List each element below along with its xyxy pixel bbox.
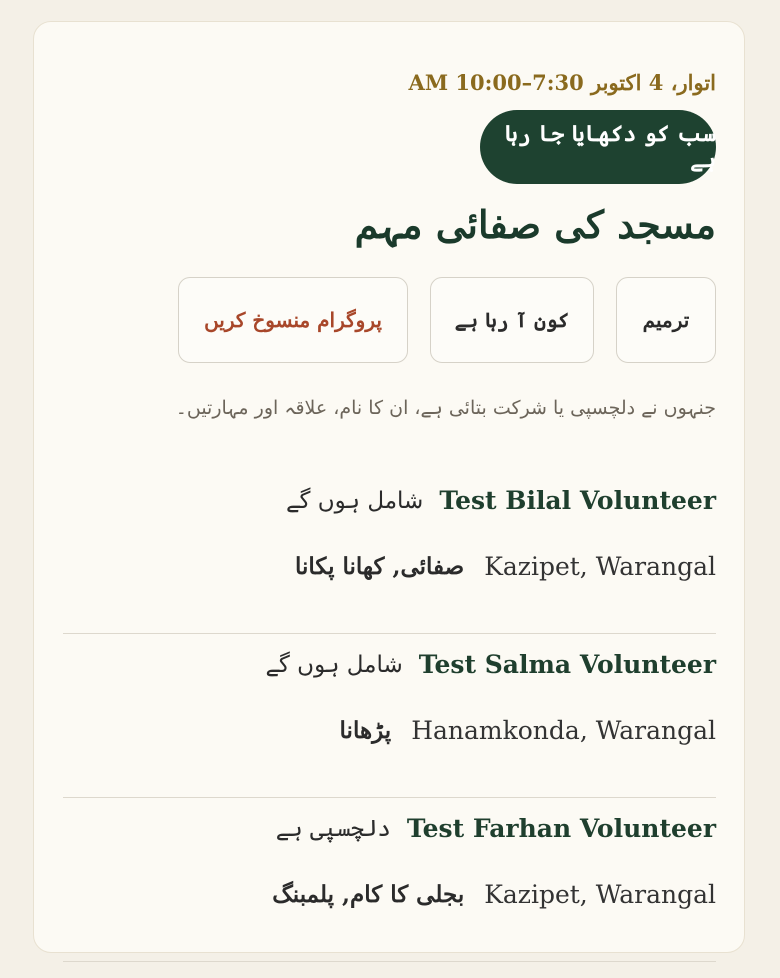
volunteer-status: شامل ہوں گے: [286, 487, 424, 514]
volunteer-name: Test Farhan Volunteer: [406, 814, 716, 843]
event-title: مسجد کی صفائی مہم: [354, 202, 716, 247]
volunteer-location: Kazipet, Warangal: [484, 552, 716, 581]
volunteer-row: [63, 634, 716, 798]
volunteer-location: Hanamkonda, Warangal: [411, 716, 716, 745]
volunteer-status: دلچسپی ہے: [275, 815, 391, 842]
volunteer-row: [63, 798, 716, 962]
edit-button[interactable]: ترمیم: [616, 277, 716, 363]
volunteer-status: شامل ہوں گے: [265, 651, 403, 678]
volunteer-list: [63, 470, 716, 962]
visibility-badge: سب کو دکھایا جا رہا ہے: [480, 110, 716, 184]
volunteer-name: Test Salma Volunteer: [418, 650, 716, 679]
cancel-program-button[interactable]: پروگرام منسوخ کریں: [178, 277, 408, 363]
event-card: [33, 21, 745, 953]
volunteer-row: [63, 470, 716, 634]
volunteer-skills: پڑھانا: [339, 717, 392, 744]
volunteer-skills: صفائی, کھانا پکانا: [294, 553, 465, 580]
event-actions: [178, 277, 716, 363]
who-is-coming-button[interactable]: کون آ رہا ہے: [430, 277, 594, 363]
event-datetime: اتوار، 4 اکتوبر 7:30–10:00 AM: [408, 70, 716, 95]
volunteer-location: Kazipet, Warangal: [484, 880, 716, 909]
volunteer-skills: بجلی کا کام, پلمبنگ: [272, 881, 465, 908]
volunteers-note: جنہوں نے دلچسپی یا شرکت بتائی ہے، ان کا نام، علاقہ اور مہارتیں۔: [175, 397, 716, 419]
volunteer-name: Test Bilal Volunteer: [439, 486, 716, 515]
